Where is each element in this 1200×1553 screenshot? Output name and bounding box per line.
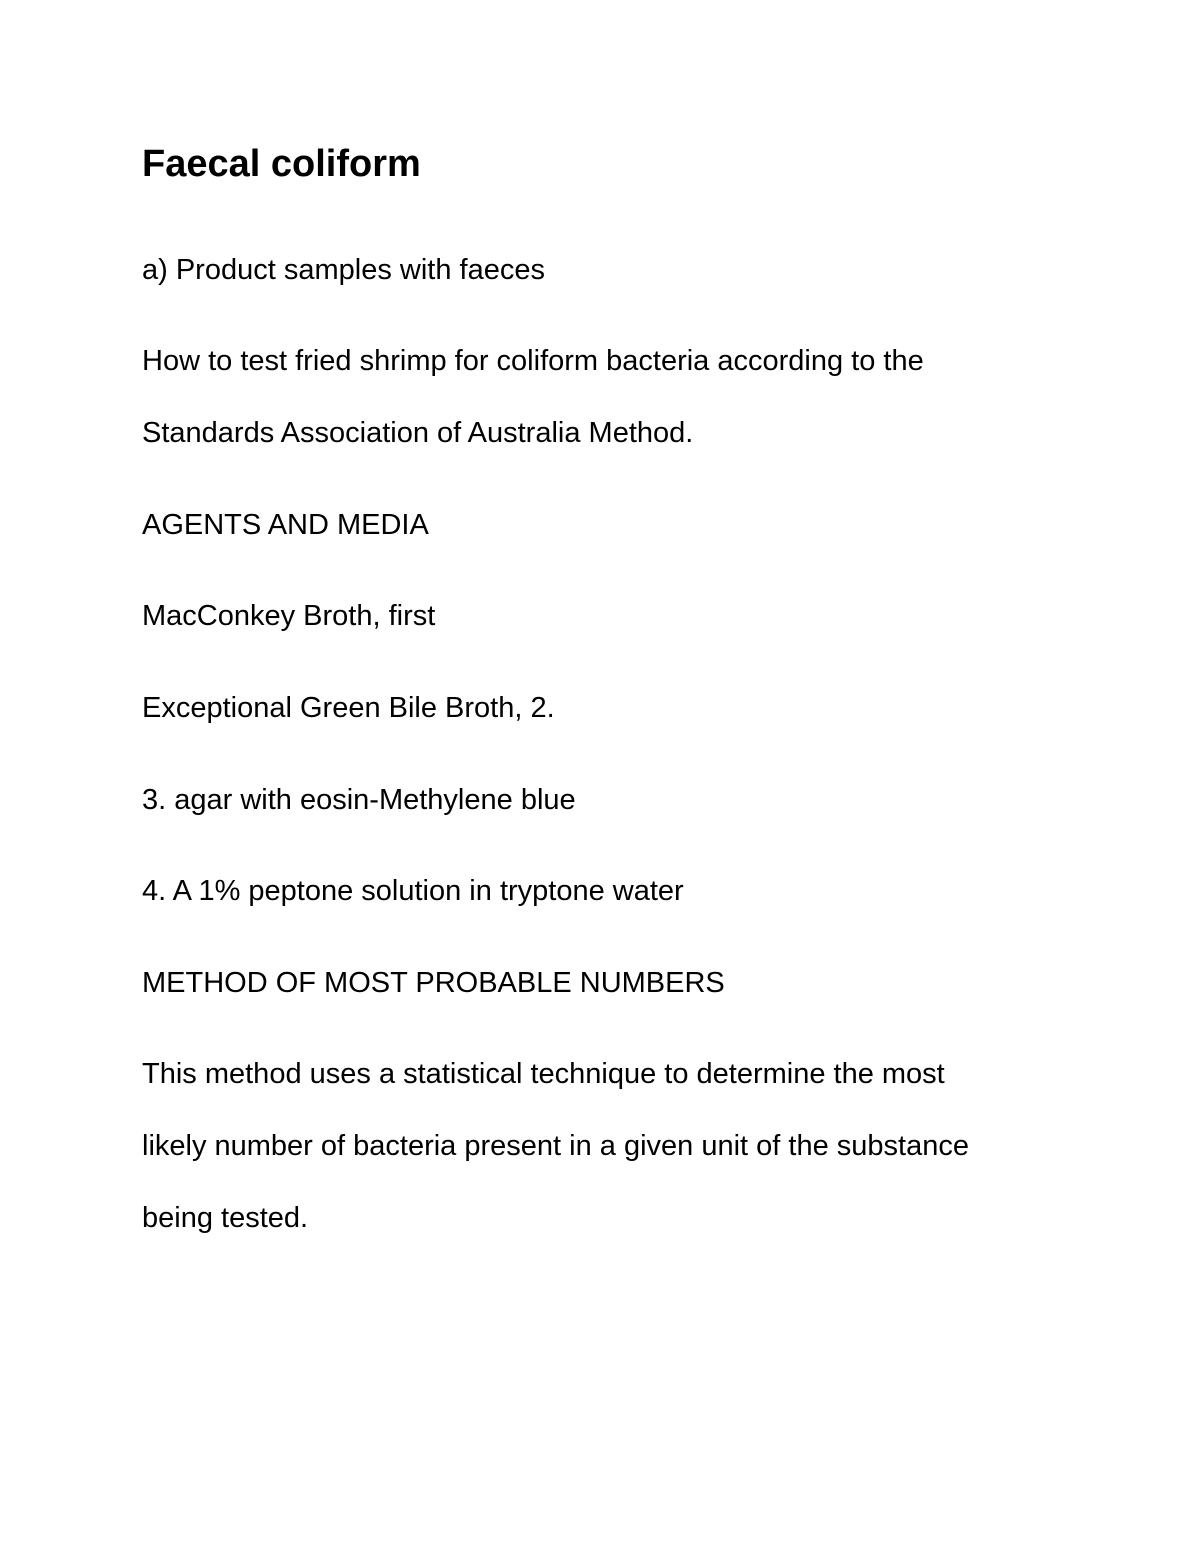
- agents-heading: AGENTS AND MEDIA: [142, 509, 429, 541]
- intro-line: How to test fried shrimp for coliform bacteria according to the: [142, 345, 924, 377]
- subheading: a) Product samples with faeces: [142, 254, 545, 286]
- method-text-line: This method uses a statistical technique to determine the most: [142, 1058, 945, 1090]
- agent-item: MacConkey Broth, first: [142, 600, 436, 632]
- agent-item: 4. A 1% peptone solution in tryptone water: [142, 875, 684, 907]
- intro-line: Standards Association of Australia Method.: [142, 417, 694, 449]
- agent-item: Exceptional Green Bile Broth, 2.: [142, 692, 555, 724]
- method-heading: METHOD OF MOST PROBABLE NUMBERS: [142, 967, 725, 999]
- document-title: Faecal coliform: [142, 143, 421, 185]
- method-text-line: being tested.: [142, 1202, 309, 1234]
- method-text-line: likely number of bacteria present in a given unit of the substance: [142, 1130, 969, 1162]
- agent-item: 3. agar with eosin-Methylene blue: [142, 784, 576, 816]
